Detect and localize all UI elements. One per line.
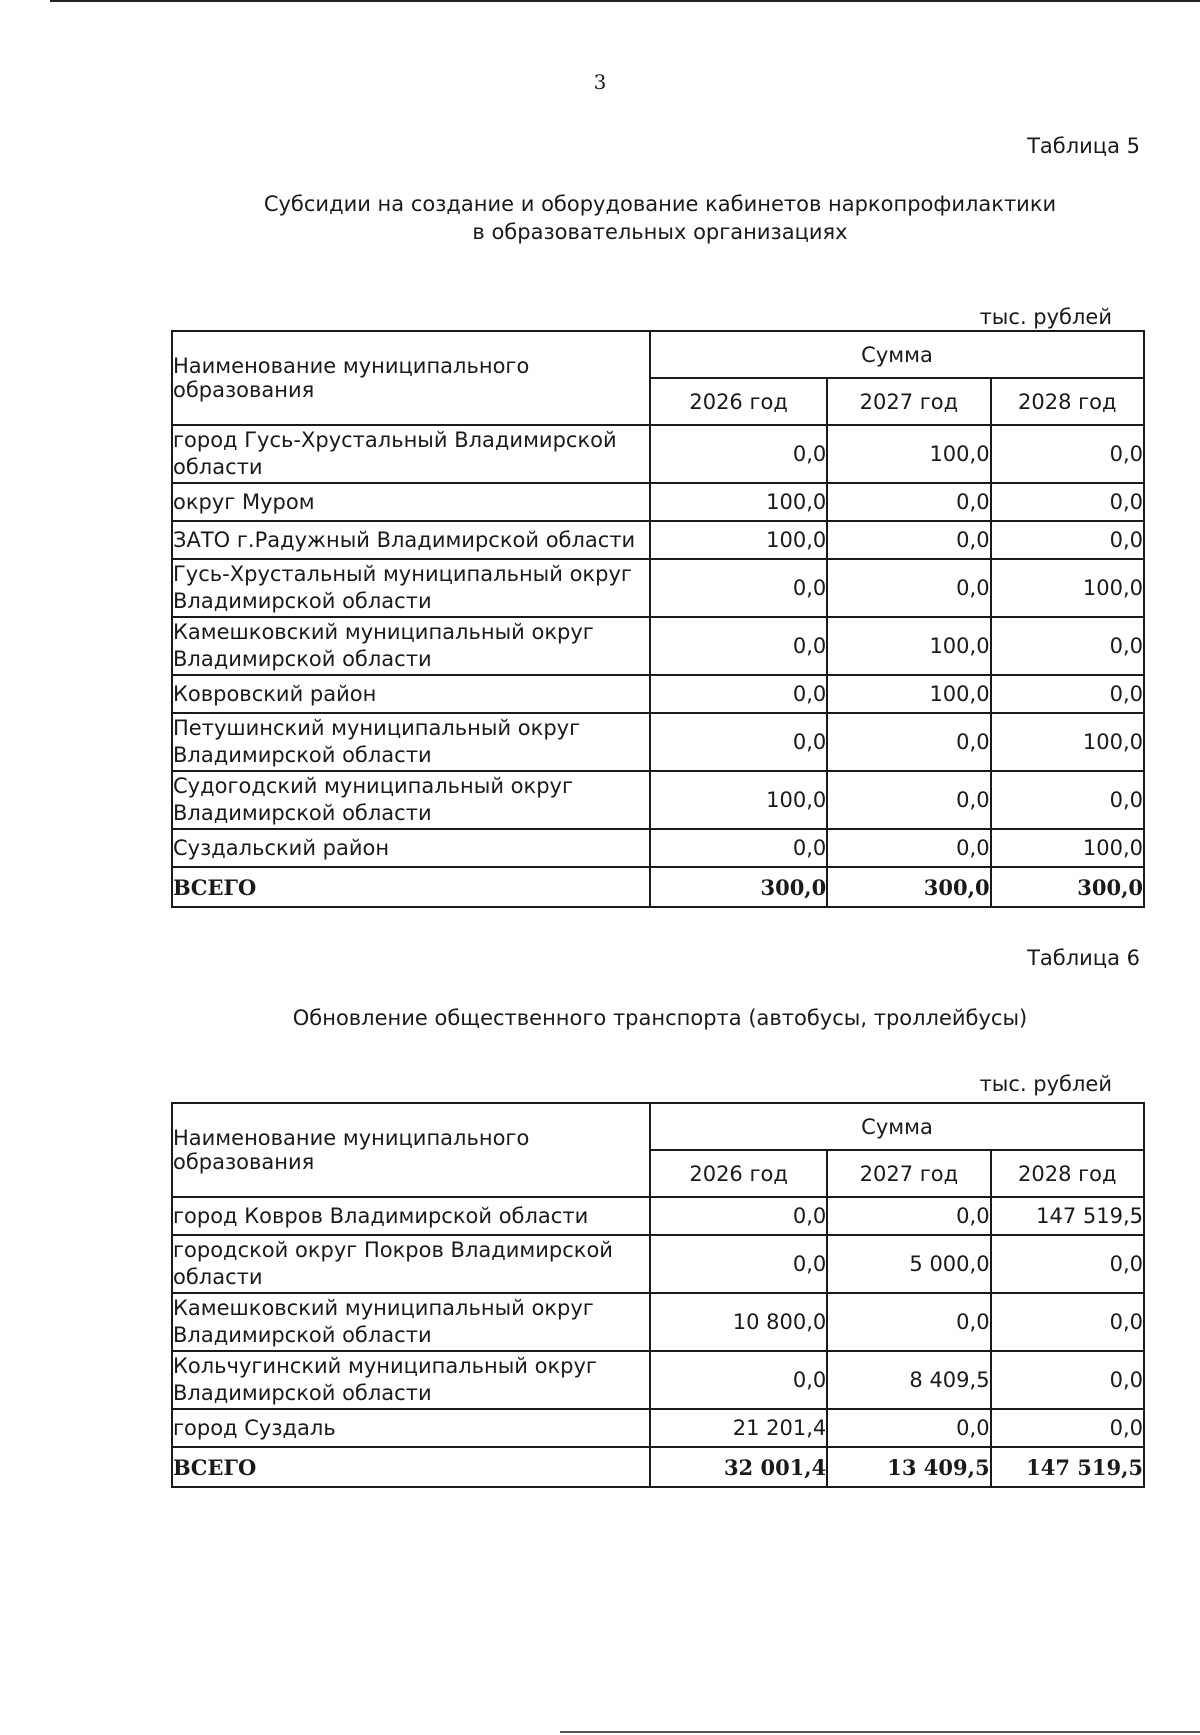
- table5-sum-header: Сумма: [650, 331, 1144, 378]
- row-name: округ Муром: [172, 483, 650, 521]
- cell-2027: 0,0: [827, 771, 990, 829]
- cell-2028: 100,0: [991, 713, 1144, 771]
- total-2028: 300,0: [991, 867, 1144, 907]
- top-border-line: [50, 0, 1200, 2]
- table6-label: Таблица 6: [1027, 946, 1140, 970]
- row-name: Камешковский муниципальный округ Владимирской области: [172, 1293, 650, 1351]
- row-name: Гусь-Хрустальный муниципальный округ Владимирской области: [172, 559, 650, 617]
- table5: [171, 330, 1145, 908]
- cell-2027: 0,0: [827, 829, 990, 867]
- cell-2026: 0,0: [650, 829, 827, 867]
- cell-2026: 0,0: [650, 675, 827, 713]
- cell-2028: 0,0: [991, 1351, 1144, 1409]
- cell-2028: 0,0: [991, 617, 1144, 675]
- table6-units: тыс. рублей: [979, 1072, 1112, 1096]
- cell-2027: 0,0: [827, 1409, 990, 1447]
- cell-2027: 0,0: [827, 1293, 990, 1351]
- cell-2026: 21 201,4: [650, 1409, 827, 1447]
- total-label: ВСЕГО: [172, 867, 650, 907]
- table-row: [172, 829, 1144, 867]
- cell-2026: 0,0: [650, 1351, 827, 1409]
- total-2027: 13 409,5: [827, 1447, 990, 1487]
- table6-title: Обновление общественного транспорта (автобусы, троллейбусы): [292, 1006, 1028, 1030]
- cell-2027: 5 000,0: [827, 1235, 990, 1293]
- cell-2026: 100,0: [650, 483, 827, 521]
- cell-2026: 0,0: [650, 559, 827, 617]
- page-number: 3: [593, 70, 607, 94]
- table-row: [172, 1197, 1144, 1235]
- row-name: ЗАТО г.Радужный Владимирской области: [172, 521, 650, 559]
- cell-2026: 100,0: [650, 521, 827, 559]
- table6-year-header: 2026 год: [650, 1150, 827, 1197]
- cell-2028: 0,0: [991, 1235, 1144, 1293]
- table6-name-column-header: Наименование муниципального образования: [172, 1103, 650, 1197]
- total-2026: 300,0: [650, 867, 827, 907]
- table6-year-header: 2028 год: [991, 1150, 1144, 1197]
- row-name: город Гусь-Хрустальный Владимирской области: [172, 425, 650, 483]
- row-name: Петушинский муниципальный округ Владимирской области: [172, 713, 650, 771]
- row-name: городской округ Покров Владимирской области: [172, 1235, 650, 1293]
- row-name: Суздальский район: [172, 829, 650, 867]
- row-name: город Ковров Владимирской области: [172, 1197, 650, 1235]
- cell-2026: 0,0: [650, 1235, 827, 1293]
- table5-year-header: 2028 год: [991, 378, 1144, 425]
- cell-2026: 0,0: [650, 425, 827, 483]
- cell-2028: 100,0: [991, 829, 1144, 867]
- table-row: [172, 617, 1144, 675]
- table5-label: Таблица 5: [1027, 134, 1140, 158]
- row-name: Ковровский район: [172, 675, 650, 713]
- cell-2028: 147 519,5: [991, 1197, 1144, 1235]
- total-row: [172, 1447, 1144, 1487]
- cell-2027: 0,0: [827, 483, 990, 521]
- table-row: [172, 1409, 1144, 1447]
- cell-2028: 0,0: [991, 1293, 1144, 1351]
- cell-2026: 0,0: [650, 1197, 827, 1235]
- cell-2028: 0,0: [991, 675, 1144, 713]
- total-2027: 300,0: [827, 867, 990, 907]
- cell-2028: 0,0: [991, 771, 1144, 829]
- row-name: Камешковский муниципальный округ Владимирской области: [172, 617, 650, 675]
- table-row: [172, 713, 1144, 771]
- cell-2027: 0,0: [827, 521, 990, 559]
- cell-2027: 100,0: [827, 617, 990, 675]
- table5-name-column-header: Наименование муниципального образования: [172, 331, 650, 425]
- cell-2028: 0,0: [991, 521, 1144, 559]
- table-row: [172, 771, 1144, 829]
- table-row: [172, 675, 1144, 713]
- table-row: [172, 1293, 1144, 1351]
- cell-2027: 8 409,5: [827, 1351, 990, 1409]
- table6-year-header: 2027 год: [827, 1150, 990, 1197]
- cell-2026: 0,0: [650, 617, 827, 675]
- table5-units: тыс. рублей: [979, 305, 1112, 329]
- table5-title-line2: в образовательных организациях: [472, 220, 848, 244]
- cell-2027: 0,0: [827, 713, 990, 771]
- row-name: город Суздаль: [172, 1409, 650, 1447]
- table5-title-line1: Субсидии на создание и оборудование кабинетов наркопрофилактики: [263, 192, 1057, 216]
- cell-2026: 10 800,0: [650, 1293, 827, 1351]
- cell-2026: 100,0: [650, 771, 827, 829]
- cell-2027: 0,0: [827, 559, 990, 617]
- table-row: [172, 1351, 1144, 1409]
- cell-2027: 100,0: [827, 675, 990, 713]
- cell-2028: 0,0: [991, 483, 1144, 521]
- total-row: [172, 867, 1144, 907]
- cell-2027: 100,0: [827, 425, 990, 483]
- total-2028: 147 519,5: [991, 1447, 1144, 1487]
- table6: [171, 1102, 1145, 1488]
- table-row: [172, 483, 1144, 521]
- cell-2028: 0,0: [991, 425, 1144, 483]
- table5-year-header: 2026 год: [650, 378, 827, 425]
- table5-year-header: 2027 год: [827, 378, 990, 425]
- table-row: [172, 559, 1144, 617]
- table6-sum-header: Сумма: [650, 1103, 1144, 1150]
- table-row: [172, 1235, 1144, 1293]
- cell-2027: 0,0: [827, 1197, 990, 1235]
- total-label: ВСЕГО: [172, 1447, 650, 1487]
- cell-2028: 100,0: [991, 559, 1144, 617]
- bottom-border-line: [560, 1731, 1200, 1733]
- table-row: [172, 521, 1144, 559]
- row-name: Кольчугинский муниципальный округ Владимирской области: [172, 1351, 650, 1409]
- total-2026: 32 001,4: [650, 1447, 827, 1487]
- row-name: Судогодский муниципальный округ Владимирской области: [172, 771, 650, 829]
- table5-title: [0, 190, 1200, 246]
- cell-2026: 0,0: [650, 713, 827, 771]
- table-row: [172, 425, 1144, 483]
- cell-2028: 0,0: [991, 1409, 1144, 1447]
